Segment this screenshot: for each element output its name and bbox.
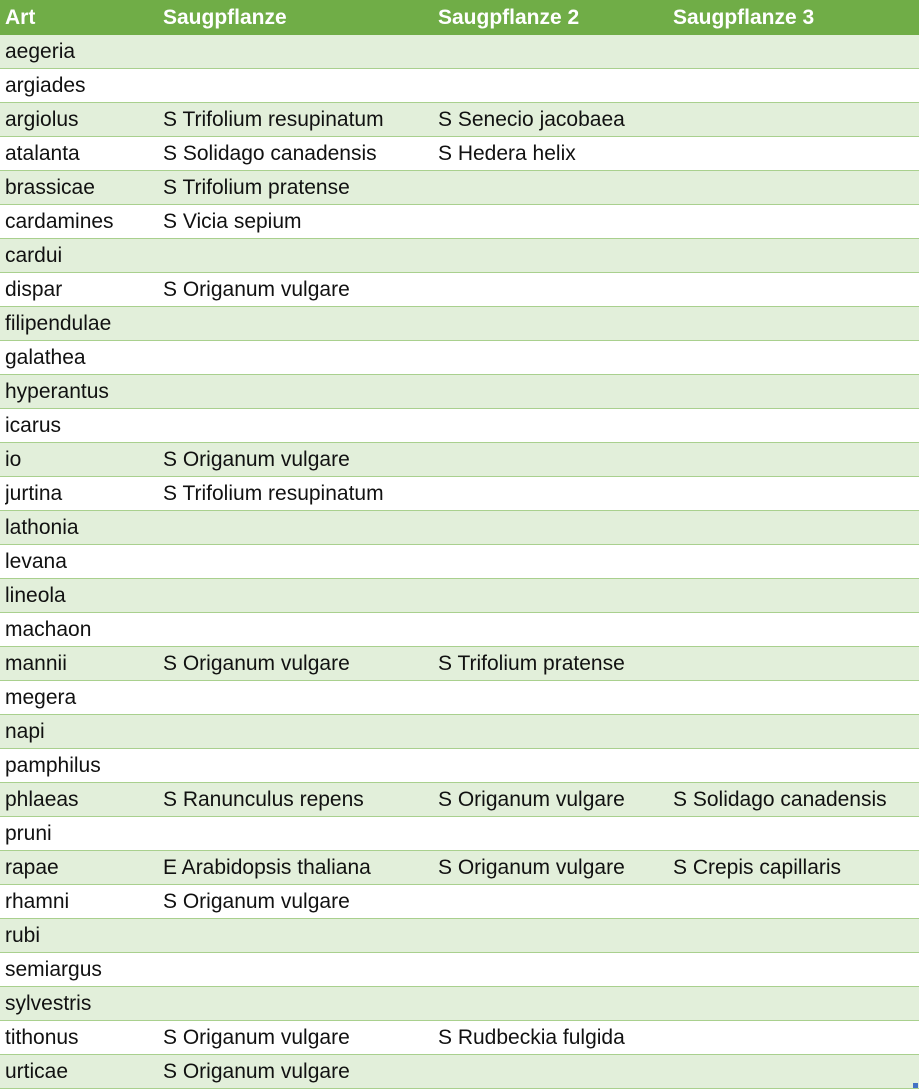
cell-art[interactable]: rhamni xyxy=(5,890,70,913)
cell-saugpflanze-3[interactable] xyxy=(673,647,917,680)
cell-saugpflanze-3[interactable] xyxy=(673,375,917,408)
cell-saugpflanze-2[interactable]: S Origanum vulgare xyxy=(438,788,625,811)
table-row xyxy=(0,239,919,273)
cell-art[interactable]: cardui xyxy=(5,244,63,267)
cell-saugpflanze-2[interactable] xyxy=(438,817,666,850)
table-row xyxy=(0,69,919,103)
cell-art[interactable]: lineola xyxy=(5,584,66,607)
cell-saugpflanze-3[interactable] xyxy=(673,307,917,340)
cell-saugpflanze-2[interactable]: S Trifolium pratense xyxy=(438,652,625,675)
table-row xyxy=(0,647,919,681)
table-row xyxy=(0,1055,919,1089)
cell-art[interactable]: machaon xyxy=(5,618,92,641)
cell-saugpflanze-2[interactable]: S Senecio jacobaea xyxy=(438,108,625,131)
cell-saugpflanze-2[interactable]: S Origanum vulgare xyxy=(438,856,625,879)
cell-saugpflanze-2[interactable] xyxy=(438,273,666,306)
cell-saugpflanze[interactable]: S Trifolium pratense xyxy=(163,176,350,199)
table-row xyxy=(0,545,919,579)
cell-saugpflanze[interactable]: S Trifolium resupinatum xyxy=(163,108,384,131)
header-cell-saugpflanze-3[interactable]: Saugpflanze 3 xyxy=(673,6,815,29)
cell-saugpflanze-2[interactable] xyxy=(438,409,666,442)
table-row xyxy=(0,375,919,409)
cell-saugpflanze-3[interactable] xyxy=(673,69,917,102)
cell-saugpflanze[interactable] xyxy=(163,987,431,1020)
cell-art[interactable]: rapae xyxy=(5,856,59,879)
cell-saugpflanze-3[interactable] xyxy=(673,681,917,714)
cell-saugpflanze-3[interactable] xyxy=(673,1021,917,1054)
cell-art[interactable]: megera xyxy=(5,686,77,709)
header-row xyxy=(0,0,919,35)
table-row xyxy=(0,613,919,647)
cell-art[interactable]: filipendulae xyxy=(5,312,112,335)
header-cell-art[interactable]: Art xyxy=(5,6,36,29)
table-row xyxy=(0,341,919,375)
header-cell-saugpflanze-2[interactable]: Saugpflanze 2 xyxy=(438,6,580,29)
table-row xyxy=(0,851,919,885)
cell-saugpflanze-3[interactable] xyxy=(673,205,917,238)
cell-saugpflanze[interactable] xyxy=(163,35,431,68)
cell-saugpflanze-2[interactable] xyxy=(438,239,666,272)
cell-saugpflanze[interactable]: S Origanum vulgare xyxy=(163,652,350,675)
cell-saugpflanze[interactable] xyxy=(163,817,431,850)
cell-saugpflanze[interactable]: S Origanum vulgare xyxy=(163,1060,350,1083)
cell-saugpflanze-2[interactable] xyxy=(438,205,666,238)
cell-saugpflanze-3[interactable] xyxy=(673,749,917,782)
cell-saugpflanze-2[interactable] xyxy=(438,477,666,510)
table-row xyxy=(0,511,919,545)
cell-saugpflanze[interactable]: S Vicia sepium xyxy=(163,210,302,233)
cell-saugpflanze-2[interactable] xyxy=(438,171,666,204)
table-row xyxy=(0,579,919,613)
cell-saugpflanze[interactable] xyxy=(163,579,431,612)
cell-saugpflanze[interactable] xyxy=(163,511,431,544)
cell-art[interactable]: argiades xyxy=(5,74,86,97)
cell-saugpflanze[interactable]: E Arabidopsis thaliana xyxy=(163,856,371,879)
cell-saugpflanze-2[interactable]: S Rudbeckia fulgida xyxy=(438,1026,625,1049)
cell-saugpflanze-3[interactable] xyxy=(673,919,917,952)
table-row xyxy=(0,987,919,1021)
cell-saugpflanze-2[interactable] xyxy=(438,69,666,102)
table-row xyxy=(0,715,919,749)
cell-saugpflanze[interactable]: S Origanum vulgare xyxy=(163,890,350,913)
cell-art[interactable]: pamphilus xyxy=(5,754,101,777)
cell-saugpflanze[interactable]: S Trifolium resupinatum xyxy=(163,482,384,505)
cell-saugpflanze-3[interactable] xyxy=(673,273,917,306)
cell-saugpflanze-3[interactable] xyxy=(673,1055,917,1088)
cell-art[interactable]: napi xyxy=(5,720,45,743)
table-row xyxy=(0,783,919,817)
cell-saugpflanze-3[interactable]: S Solidago canadensis xyxy=(673,788,887,811)
cell-saugpflanze[interactable] xyxy=(163,613,431,646)
table-row xyxy=(0,273,919,307)
cell-saugpflanze-3[interactable]: S Crepis capillaris xyxy=(673,856,842,879)
cell-art[interactable]: semiargus xyxy=(5,958,102,981)
cell-art[interactable]: galathea xyxy=(5,346,86,369)
cell-art[interactable]: hyperantus xyxy=(5,380,109,403)
cell-saugpflanze[interactable] xyxy=(163,375,431,408)
table-row xyxy=(0,817,919,851)
cell-saugpflanze-2[interactable] xyxy=(438,613,666,646)
cell-saugpflanze-2[interactable] xyxy=(438,511,666,544)
table-row xyxy=(0,443,919,477)
cell-saugpflanze-2[interactable] xyxy=(438,987,666,1020)
cell-saugpflanze-2[interactable] xyxy=(438,545,666,578)
resize-handle-icon[interactable] xyxy=(913,1083,918,1088)
cell-saugpflanze-2[interactable] xyxy=(438,35,666,68)
table-row xyxy=(0,477,919,511)
table-row xyxy=(0,307,919,341)
cell-saugpflanze-3[interactable] xyxy=(673,409,917,442)
cell-saugpflanze-3[interactable] xyxy=(673,171,917,204)
cell-art[interactable]: rubi xyxy=(5,924,41,947)
cell-saugpflanze-3[interactable] xyxy=(673,545,917,578)
table-row xyxy=(0,885,919,919)
cell-saugpflanze-2[interactable] xyxy=(438,715,666,748)
cell-saugpflanze-3[interactable] xyxy=(673,579,917,612)
cell-saugpflanze[interactable] xyxy=(163,545,431,578)
cell-saugpflanze-3[interactable] xyxy=(673,715,917,748)
table-row xyxy=(0,409,919,443)
cell-art[interactable]: tithonus xyxy=(5,1026,79,1049)
cell-saugpflanze[interactable]: S Solidago canadensis xyxy=(163,142,377,165)
table-row xyxy=(0,171,919,205)
cell-saugpflanze-2[interactable] xyxy=(438,953,666,986)
cell-saugpflanze-3[interactable] xyxy=(673,953,917,986)
cell-art[interactable]: lathonia xyxy=(5,516,79,539)
cell-art[interactable]: dispar xyxy=(5,278,63,301)
header-cell-saugpflanze[interactable]: Saugpflanze xyxy=(163,6,287,29)
cell-saugpflanze-3[interactable] xyxy=(673,511,917,544)
cell-saugpflanze[interactable] xyxy=(163,749,431,782)
cell-art[interactable]: io xyxy=(5,448,22,471)
table-row xyxy=(0,137,919,171)
cell-saugpflanze-3[interactable] xyxy=(673,341,917,374)
cell-saugpflanze-2[interactable] xyxy=(438,307,666,340)
cell-saugpflanze-3[interactable] xyxy=(673,477,917,510)
cell-saugpflanze-3[interactable] xyxy=(673,443,917,476)
cell-saugpflanze-2[interactable] xyxy=(438,749,666,782)
cell-saugpflanze[interactable] xyxy=(163,919,431,952)
cell-art[interactable]: pruni xyxy=(5,822,52,845)
table-row xyxy=(0,953,919,987)
cell-saugpflanze[interactable] xyxy=(163,239,431,272)
cell-saugpflanze[interactable] xyxy=(163,409,431,442)
cell-saugpflanze[interactable] xyxy=(163,341,431,374)
cell-saugpflanze-3[interactable] xyxy=(673,817,917,850)
cell-saugpflanze[interactable] xyxy=(163,681,431,714)
cell-saugpflanze[interactable] xyxy=(163,307,431,340)
cell-saugpflanze-2[interactable] xyxy=(438,681,666,714)
cell-saugpflanze-3[interactable] xyxy=(673,35,917,68)
cell-art[interactable]: argiolus xyxy=(5,108,79,131)
cell-art[interactable]: cardamines xyxy=(5,210,114,233)
cell-saugpflanze[interactable] xyxy=(163,69,431,102)
cell-art[interactable]: mannii xyxy=(5,652,67,675)
table-row xyxy=(0,681,919,715)
cell-art[interactable]: brassicae xyxy=(5,176,95,199)
cell-saugpflanze-3[interactable] xyxy=(673,239,917,272)
table-row xyxy=(0,919,919,953)
cell-art[interactable]: sylvestris xyxy=(5,992,92,1015)
cell-saugpflanze-2[interactable] xyxy=(438,885,666,918)
cell-art[interactable]: levana xyxy=(5,550,67,573)
cell-saugpflanze[interactable]: S Origanum vulgare xyxy=(163,278,350,301)
cell-saugpflanze[interactable]: S Ranunculus repens xyxy=(163,788,364,811)
cell-saugpflanze[interactable] xyxy=(163,953,431,986)
cell-saugpflanze[interactable]: S Origanum vulgare xyxy=(163,1026,350,1049)
cell-saugpflanze-3[interactable] xyxy=(673,885,917,918)
cell-saugpflanze-2[interactable]: S Hedera helix xyxy=(438,142,576,165)
cell-saugpflanze-2[interactable] xyxy=(438,579,666,612)
cell-saugpflanze-2[interactable] xyxy=(438,341,666,374)
table-row xyxy=(0,1021,919,1055)
cell-saugpflanze-2[interactable] xyxy=(438,1055,666,1088)
table-row xyxy=(0,35,919,69)
cell-saugpflanze[interactable] xyxy=(163,715,431,748)
cell-saugpflanze-2[interactable] xyxy=(438,443,666,476)
cell-art[interactable]: icarus xyxy=(5,414,62,437)
cell-saugpflanze-2[interactable] xyxy=(438,375,666,408)
cell-art[interactable]: atalanta xyxy=(5,142,80,165)
table-row xyxy=(0,749,919,783)
cell-art[interactable]: jurtina xyxy=(5,482,63,505)
cell-art[interactable]: urticae xyxy=(5,1060,69,1083)
cell-saugpflanze-3[interactable] xyxy=(673,103,917,136)
cell-saugpflanze-3[interactable] xyxy=(673,613,917,646)
cell-saugpflanze-3[interactable] xyxy=(673,137,917,170)
cell-saugpflanze-3[interactable] xyxy=(673,987,917,1020)
cell-art[interactable]: phlaeas xyxy=(5,788,79,811)
table-row xyxy=(0,103,919,137)
cell-saugpflanze-2[interactable] xyxy=(438,919,666,952)
table-row xyxy=(0,205,919,239)
cell-saugpflanze[interactable]: S Origanum vulgare xyxy=(163,448,350,471)
cell-art[interactable]: aegeria xyxy=(5,40,76,63)
